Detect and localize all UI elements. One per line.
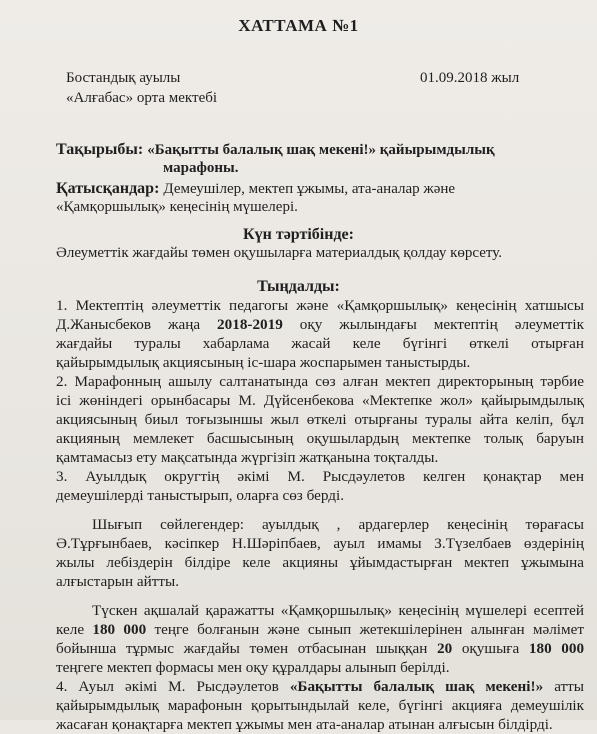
body-line: 3. Ауылдық округтің әкімі М. Рысдәулетов келген қонақтар мен — [56, 468, 584, 485]
body-text: оқушыға — [461, 640, 520, 657]
body-line: 2. Марафонның ашылу салтанатында сөз алған мектеп директорының тәрбие — [56, 373, 584, 390]
village-name: Бостандық ауылы — [66, 70, 181, 86]
body-text: Д.Жанысбеков жаңа — [56, 316, 201, 333]
body-line: теңгеге мектеп формасы мен оқу құралдары алынып берілді. — [56, 659, 450, 676]
agenda-heading: Күн тәртібінде: — [243, 226, 354, 243]
body-line: 1. Мектептің әлеуметтік педагогы және «Қамқоршылық» кеңесінің хатшысы — [56, 297, 584, 314]
school-year: 2018-2019 — [217, 316, 283, 333]
body-line: демеушілерді таныстырып, оларға сөз берді. — [56, 487, 345, 504]
amount-bold: 180 000 — [528, 640, 585, 657]
body-line — [56, 678, 584, 696]
body-line — [56, 640, 584, 658]
topic-line — [56, 141, 495, 159]
body-line: жасаған қонақтарға мектеп ұжымы мен ата-аналар атынан алғысын білдірді. — [56, 716, 553, 733]
body-line: Ә.Тұрғынбаев, кәсіпкер Н.Шәріпбаев, ауыл имамы З.Түзелбаев өздерінің — [56, 535, 584, 552]
marathon-name-bold: «Бақытты балалық шақ мекені!» — [289, 678, 544, 695]
body-line: жылы лебіздерін білдіре келе акцияны ұйымдастырған мектеп ұжымына — [56, 554, 584, 571]
body-line: ісі жөніндегі орынбасары М. Дүйсенбекова «Мектепке жол» қайырымдылық — [56, 392, 584, 409]
body-text: 4. Ауыл әкімі М. Рысдәулетов — [56, 678, 279, 695]
listened-heading: Тыңдалды: — [257, 278, 340, 295]
agenda-text: Әлеуметтік жағдайы төмен оқушыларға материалдық қолдау көрсету. — [56, 245, 502, 261]
document-title: ХАТТАМА №1 — [238, 16, 359, 35]
body-text: атты — [554, 678, 585, 695]
body-line: акциясының биыл тоғызыншы жыл өткелі отырғаны туралы айта келіп, бұл — [56, 411, 584, 428]
amount-bold: 180 000 — [92, 621, 147, 638]
participants-label: Қатысқандар: — [56, 180, 160, 197]
body-text: бойынша тұрмыс жағдайы төмен отбасынан шыққан — [56, 640, 428, 657]
body-line: алғыстарын айтты. — [56, 573, 180, 590]
body-line: қамтамасыз ету мақсатында жүргізіп жатқанына тоқталды. — [56, 449, 439, 466]
body-line: акцияның мемлекет басшысының оқушылардың мектепке толық баруын — [56, 430, 584, 447]
school-name: «Алғабас» орта мектебі — [66, 90, 218, 106]
body-line: Шығып сөйлегендер: ауылдық , ардагерлер кеңесінің төрағасы — [92, 516, 584, 533]
body-text: оқу жылындағы мектептің әлеуметтік — [299, 316, 585, 333]
participants-text: Демеушілер, мектеп ұжымы, ата-аналар және — [163, 181, 456, 197]
participants-text-cont: «Қамқоршылық» кеңесінің мүшелері. — [56, 199, 298, 215]
participants-line — [56, 180, 455, 198]
topic-text-cont: марафоны. — [163, 160, 239, 176]
body-line — [56, 316, 584, 334]
body-text: теңге болғанын және сынып жетекшілерінен алынған мәлімет — [154, 621, 585, 638]
count-bold: 20 — [437, 640, 453, 657]
body-line: жағдайы туралы хабарлама жасай келе бүгінгі өткелі отырған — [56, 335, 584, 352]
topic-text: «Бақытты балалық шақ мекені!» қайырымдылық — [147, 142, 495, 158]
topic-label: Тақырыбы: — [56, 141, 144, 158]
body-line: қайырымдылық акциясының іс-шара жоспарымен таныстырды. — [56, 354, 471, 371]
document-date: 01.09.2018 жыл — [420, 70, 520, 86]
body-line — [56, 621, 584, 639]
body-text: келе — [56, 621, 85, 638]
body-line: Түскен ақшалай қаражатты «Қамқоршылық» кеңесінің мүшелері есептей — [92, 602, 584, 619]
body-line: қайырымдылық марафонын қорытындылай келе, бүгінгі акцияға демеушілік — [56, 697, 584, 714]
